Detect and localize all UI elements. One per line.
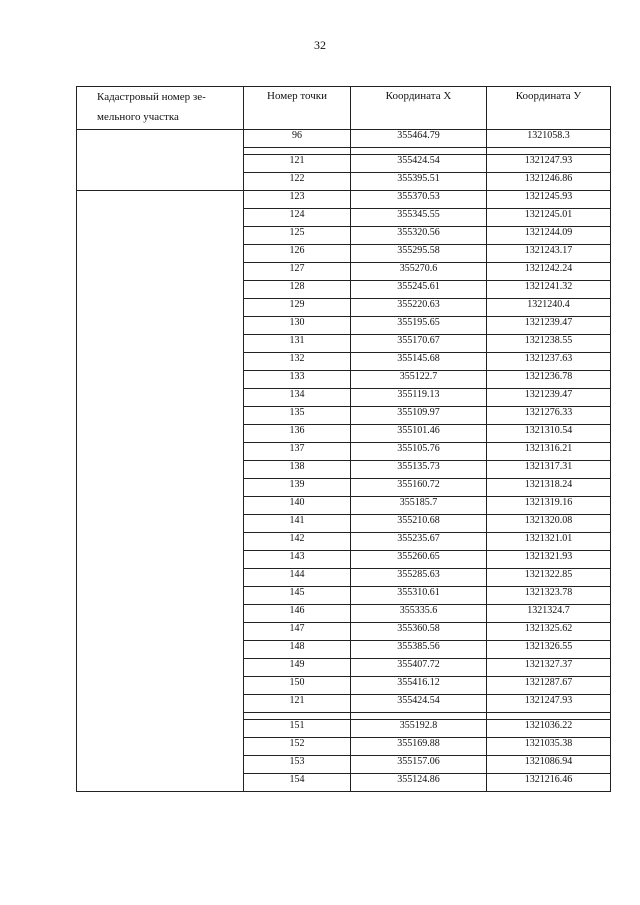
coordinate-x-cell: 355157.06 [351, 756, 487, 774]
page-number: 32 [314, 38, 326, 52]
coordinate-x-cell: 355360.58 [351, 623, 487, 641]
header-coordinate-x: Координата X [351, 87, 487, 130]
point-number-cell: 136 [244, 425, 351, 443]
coordinate-y-cell: 1321323.78 [487, 587, 611, 605]
coordinate-y-cell: 1321322.85 [487, 569, 611, 587]
coordinate-y-cell: 1321316.21 [487, 443, 611, 461]
coordinate-x-cell: 355119.13 [351, 389, 487, 407]
coordinate-y-cell: 1321324.7 [487, 605, 611, 623]
point-number-cell: 121 [244, 695, 351, 713]
coordinate-x-cell: 355195.65 [351, 317, 487, 335]
coordinate-y-cell: 1321244.09 [487, 227, 611, 245]
coordinate-x-cell: 355270.6 [351, 263, 487, 281]
parcel-cell [77, 130, 244, 191]
point-number-cell: 132 [244, 353, 351, 371]
point-number-cell: 129 [244, 299, 351, 317]
coordinate-y-cell: 1321245.01 [487, 209, 611, 227]
point-number-cell: 122 [244, 173, 351, 191]
coordinate-y-cell: 1321320.08 [487, 515, 611, 533]
point-number-cell: 121 [244, 155, 351, 173]
coordinate-y-cell: 1321247.93 [487, 155, 611, 173]
coordinate-y-cell: 1321247.93 [487, 695, 611, 713]
point-number-cell: 133 [244, 371, 351, 389]
coordinate-y-cell: 1321317.31 [487, 461, 611, 479]
coordinate-x-cell: 355385.56 [351, 641, 487, 659]
point-number-cell: 127 [244, 263, 351, 281]
coordinate-x-cell: 355245.61 [351, 281, 487, 299]
coordinate-y-cell: 1321036.22 [487, 720, 611, 738]
coordinate-x-cell: 355124.86 [351, 774, 487, 792]
point-number-cell: 149 [244, 659, 351, 677]
coordinate-x-cell: 355235.67 [351, 533, 487, 551]
coordinate-y-cell: 1321245.93 [487, 191, 611, 209]
coordinate-x-cell: 355395.51 [351, 173, 487, 191]
point-number-cell: 123 [244, 191, 351, 209]
table-header-row [77, 87, 611, 130]
coordinate-x-cell: 355145.68 [351, 353, 487, 371]
header-point-number: Номер точки [244, 87, 351, 130]
point-number-cell: 134 [244, 389, 351, 407]
coordinate-y-cell: 1321326.55 [487, 641, 611, 659]
coordinate-x-cell: 355260.65 [351, 551, 487, 569]
point-number-cell: 143 [244, 551, 351, 569]
point-number-cell: 150 [244, 677, 351, 695]
coordinate-x-cell: 355345.55 [351, 209, 487, 227]
coordinate-x-cell: 355335.6 [351, 605, 487, 623]
point-number-cell: 151 [244, 720, 351, 738]
point-number-cell: 128 [244, 281, 351, 299]
coordinate-y-cell: 1321058.3 [487, 130, 611, 148]
coordinate-x-cell: 355192.8 [351, 720, 487, 738]
coordinate-y-cell: 1321086.94 [487, 756, 611, 774]
coordinate-y-cell: 1321321.93 [487, 551, 611, 569]
coordinate-x-cell: 355135.73 [351, 461, 487, 479]
coordinate-y-cell: 1321241.32 [487, 281, 611, 299]
header-parcel-number [77, 87, 244, 130]
coordinate-x-cell: 355220.63 [351, 299, 487, 317]
coordinate-x-cell: 355105.76 [351, 443, 487, 461]
coordinate-y-cell: 1321318.24 [487, 479, 611, 497]
point-number-cell: 130 [244, 317, 351, 335]
table-row [77, 191, 611, 209]
coordinate-x-cell: 355122.7 [351, 371, 487, 389]
coordinate-x-cell: 355101.46 [351, 425, 487, 443]
coordinate-x-cell: 355210.68 [351, 515, 487, 533]
coordinate-y-cell: 1321237.63 [487, 353, 611, 371]
table-row [77, 130, 611, 148]
coordinate-y-cell: 1321319.16 [487, 497, 611, 515]
point-number-cell: 153 [244, 756, 351, 774]
coordinate-y-cell: 1321321.01 [487, 533, 611, 551]
coordinate-x-cell: 355416.12 [351, 677, 487, 695]
coordinate-x-cell: 355370.53 [351, 191, 487, 209]
point-number-cell: 137 [244, 443, 351, 461]
coordinate-y-cell: 1321243.17 [487, 245, 611, 263]
coordinate-y-cell: 1321325.62 [487, 623, 611, 641]
point-number-cell: 141 [244, 515, 351, 533]
point-number-cell: 138 [244, 461, 351, 479]
header-coordinate-y: Координата У [487, 87, 611, 130]
point-number-cell: 154 [244, 774, 351, 792]
point-number-cell: 152 [244, 738, 351, 756]
coordinates-table [76, 86, 611, 792]
coordinate-x-cell: 355407.72 [351, 659, 487, 677]
coordinate-y-cell: 1321327.37 [487, 659, 611, 677]
coordinate-y-cell: 1321246.86 [487, 173, 611, 191]
coordinate-x-cell: 355285.63 [351, 569, 487, 587]
point-number-cell: 125 [244, 227, 351, 245]
point-number-cell: 146 [244, 605, 351, 623]
coordinate-y-cell: 1321238.55 [487, 335, 611, 353]
coordinate-y-cell: 1321242.24 [487, 263, 611, 281]
coordinate-x-cell: 355170.67 [351, 335, 487, 353]
point-number-cell: 140 [244, 497, 351, 515]
coordinate-x-cell: 355310.61 [351, 587, 487, 605]
coordinate-x-cell: 355185.7 [351, 497, 487, 515]
point-number-cell: 126 [244, 245, 351, 263]
coordinate-y-cell: 1321035.38 [487, 738, 611, 756]
coordinate-y-cell: 1321240.4 [487, 299, 611, 317]
point-number-cell: 131 [244, 335, 351, 353]
point-number-cell: 135 [244, 407, 351, 425]
parcel-cell [77, 191, 244, 792]
coordinate-y-cell: 1321239.47 [487, 317, 611, 335]
header-parcel-line2: мельного участка [97, 111, 179, 123]
coordinate-x-cell: 355424.54 [351, 155, 487, 173]
coordinate-x-cell: 355160.72 [351, 479, 487, 497]
point-number-cell: 142 [244, 533, 351, 551]
point-number-cell: 96 [244, 130, 351, 148]
point-number-cell: 144 [244, 569, 351, 587]
coordinate-x-cell: 355109.97 [351, 407, 487, 425]
coordinate-y-cell: 1321310.54 [487, 425, 611, 443]
coordinate-x-cell: 355320.56 [351, 227, 487, 245]
header-parcel-line1: Кадастровый номер зе- [97, 91, 206, 103]
coordinate-x-cell: 355464.79 [351, 130, 487, 148]
coordinate-y-cell: 1321239.47 [487, 389, 611, 407]
point-number-cell: 147 [244, 623, 351, 641]
coordinate-x-cell: 355295.58 [351, 245, 487, 263]
point-number-cell: 148 [244, 641, 351, 659]
coordinate-y-cell: 1321276.33 [487, 407, 611, 425]
coordinate-x-cell: 355169.88 [351, 738, 487, 756]
point-number-cell: 124 [244, 209, 351, 227]
coordinate-x-cell: 355424.54 [351, 695, 487, 713]
coordinate-y-cell: 1321236.78 [487, 371, 611, 389]
point-number-cell: 145 [244, 587, 351, 605]
coordinate-y-cell: 1321287.67 [487, 677, 611, 695]
coordinate-y-cell: 1321216.46 [487, 774, 611, 792]
point-number-cell: 139 [244, 479, 351, 497]
